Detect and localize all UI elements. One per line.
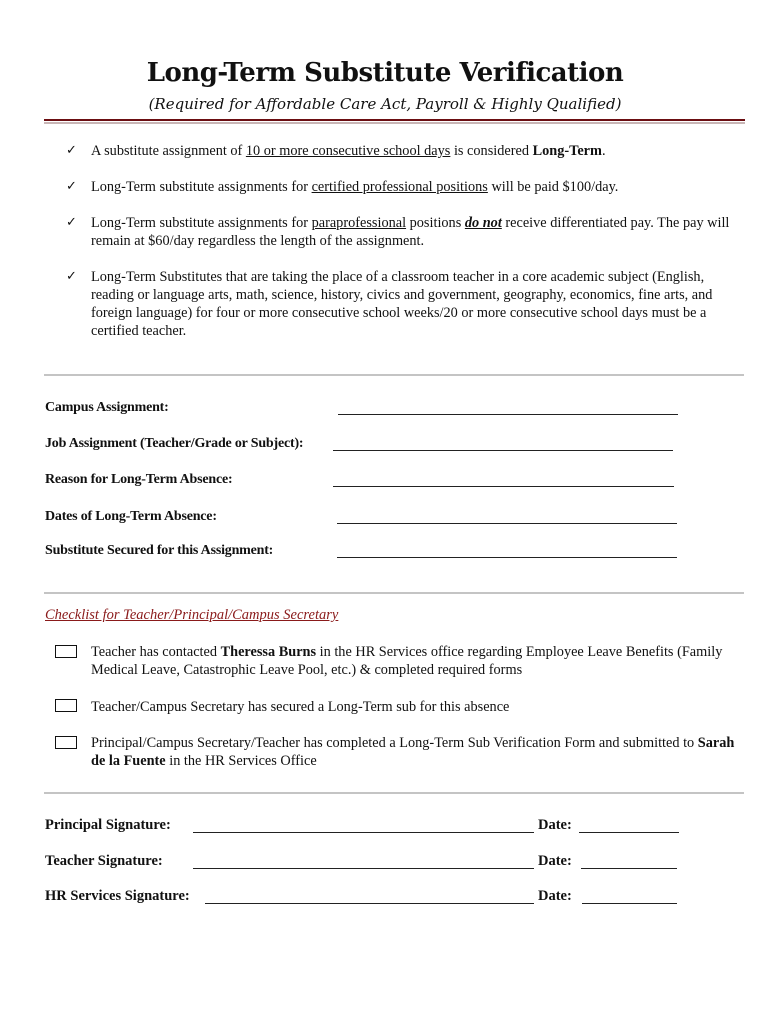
bullet-text: Long-Term Substitutes that are taking the place of a classroom teacher in a core academic subject (English, reading or language arts, math, science, history, civics and government, geography, economics, fine arts, and foreign language) for four or more consecutive school weeks/20 or more consecutive school days must be a certified teacher. — [91, 269, 713, 339]
bullet-item — [66, 142, 736, 160]
checklist-item — [91, 734, 751, 770]
dates-label: Dates of Long-Term Absence: — [45, 509, 217, 524]
teacher-date-line[interactable] — [581, 868, 677, 869]
hr-signature-line[interactable] — [205, 903, 534, 904]
bullet-strong: Long-Term — [532, 143, 602, 159]
checkmark-icon: ✓ — [66, 143, 77, 158]
policy-bullets — [66, 142, 736, 358]
bullet-text: receive differentiated pay. The pay will remain at $60/day regardless the length of the assignment. — [91, 215, 730, 249]
bullet-item — [66, 268, 736, 340]
checklist-item: Teacher/Campus Secretary has secured a Long-Term sub for this absence — [91, 699, 510, 715]
checklist-text: in the HR Services office regarding Employee Leave Benefits (Family Medical Leave, Catastrophic Leave Pool, etc.) & completed required forms — [91, 644, 723, 678]
date-label: Date: — [538, 853, 572, 869]
job-assignment-line[interactable] — [333, 450, 673, 451]
checklist-text: Teacher has contacted — [91, 644, 221, 660]
campus-assignment-label: Campus Assignment: — [45, 400, 169, 415]
bullet-emphasis: 10 or more consecutive school days — [245, 143, 451, 159]
date-label: Date: — [538, 817, 572, 833]
form-title: Long-Term Substitute Verification — [146, 58, 624, 88]
checkbox-icon[interactable] — [55, 645, 77, 658]
bullet-text: positions — [406, 215, 465, 231]
section-divider — [44, 792, 744, 794]
campus-assignment-line[interactable] — [338, 414, 678, 415]
principal-date-line[interactable] — [579, 832, 679, 833]
bullet-text: will be paid $100/day. — [487, 179, 619, 195]
date-label: Date: — [538, 888, 572, 904]
substitute-secured-line[interactable] — [337, 557, 677, 558]
teacher-signature-label: Teacher Signature: — [45, 853, 163, 869]
bullet-text: Long-Term substitute assignments for — [91, 215, 312, 231]
principal-signature-line[interactable] — [193, 832, 534, 833]
substitute-secured-label: Substitute Secured for this Assignment: — [45, 543, 274, 558]
hr-signature-label: HR Services Signature: — [45, 888, 190, 904]
bullet-text: . — [601, 143, 606, 159]
checklist-strong: Sarah de la Fuente — [91, 735, 735, 769]
hr-date-line[interactable] — [582, 903, 677, 904]
teacher-signature-line[interactable] — [193, 868, 534, 869]
checklist-text: Principal/Campus Secretary/Teacher has completed a Long-Term Sub Verification Form and submitted to — [91, 735, 698, 751]
checklist-heading: Checklist for Teacher/Principal/Campus Secretary — [45, 607, 339, 623]
form-subtitle: (Required for Affordable Care Act, Payroll & Highly Qualified) — [148, 95, 622, 113]
reason-label: Reason for Long-Term Absence: — [45, 472, 233, 487]
bullet-item — [66, 214, 736, 250]
checkmark-icon: ✓ — [66, 215, 77, 230]
section-divider — [44, 374, 744, 376]
bullet-text: is considered — [450, 143, 533, 159]
bullet-item — [66, 178, 736, 196]
bullet-text: Long-Term substitute assignments for — [91, 179, 312, 195]
checkbox-icon[interactable] — [55, 736, 77, 749]
reason-line[interactable] — [333, 486, 674, 487]
bullet-text: A substitute assignment of — [91, 143, 246, 159]
title-rule — [44, 119, 745, 121]
section-divider — [44, 592, 744, 594]
checklist-item — [91, 643, 751, 679]
checkbox-icon[interactable] — [55, 699, 77, 712]
checklist-strong: Theressa Burns — [220, 644, 317, 660]
bullet-emphasis: certified professional positions — [311, 179, 488, 195]
checkmark-icon: ✓ — [66, 179, 77, 194]
dates-line[interactable] — [337, 523, 677, 524]
principal-signature-label: Principal Signature: — [45, 817, 171, 833]
bullet-strong: do not — [464, 215, 502, 231]
checklist-text: in the HR Services Office — [165, 753, 317, 769]
job-assignment-label: Job Assignment (Teacher/Grade or Subject): — [45, 436, 304, 451]
bullet-emphasis: paraprofessional — [311, 215, 407, 231]
checkmark-icon: ✓ — [66, 269, 77, 284]
